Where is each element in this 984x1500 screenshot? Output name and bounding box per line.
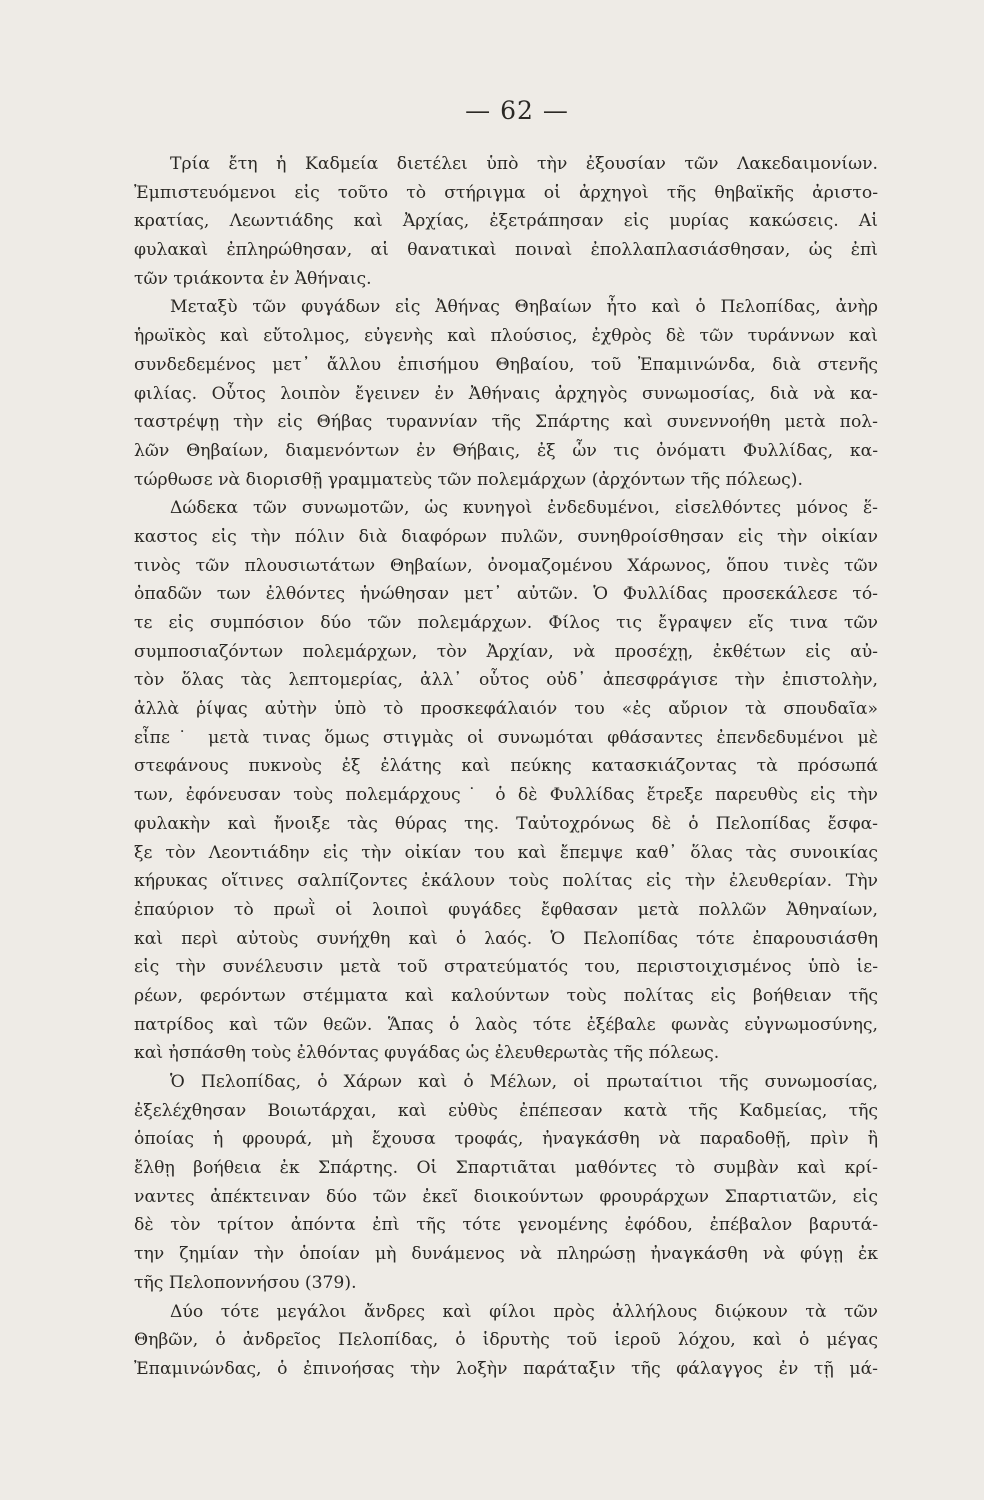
text-line: των, ἐφόνευσαν τοὺς πολεμάρχους˙ ὁ δὲ Φυλλίδας ἔτρεξε παρευθὺς εἰς τὴν bbox=[134, 785, 878, 806]
text-line: ἐπαύριον τὸ πρωῒ οἱ λοιποὶ φυγάδες ἔφθασαν μετὰ πολλῶν Ἀθηναίων, bbox=[134, 899, 878, 920]
text-line: τε εἰς συμπόσιον δύο τῶν πολεμάρχων. Φίλος τις ἔγραψεν εἴς τινα τῶν bbox=[134, 613, 878, 633]
text-line: ὁποίας ἡ φρουρά, μὴ ἔχουσα τροφάς, ἠναγκάσθη νὰ παραδοθῇ, πρὶν ἢ bbox=[134, 1129, 878, 1150]
text-line: ἡρωϊκὸς καὶ εὔτολμος, εὐγενὴς καὶ πλούσιος, ἐχθρὸς δὲ τῶν τυράννων καὶ bbox=[134, 326, 878, 347]
text-line: συνδεδεμένος μετ᾽ ἄλλου ἐπισήμου Θηβαίου, τοῦ Ἐπαμινώνδα, διὰ στενῆς bbox=[134, 354, 878, 375]
text-line: ρέων, φερόντων στέμματα καὶ καλούντων τοὺς πολίτας εἰς βοήθειαν τῆς bbox=[134, 985, 878, 1006]
page-number: — 62 — bbox=[465, 96, 569, 125]
text-line: Ὁ Πελοπίδας, ὁ Χάρων καὶ ὁ Μέλων, οἱ πρωταίτιοι τῆς συνωμοσίας, bbox=[170, 1072, 878, 1092]
text-line: πατρίδος καὶ τῶν θεῶν. Ἅπας ὁ λαὸς τότε ἐξέβαλε φωνὰς εὐγνωμοσύνης, bbox=[134, 1014, 878, 1035]
paragraph bbox=[134, 1068, 878, 1298]
text-line: Τρία ἔτη ἡ Καδμεία διετέλει ὑπὸ τὴν ἐξουσίαν τῶν Λακεδαιμονίων. bbox=[170, 154, 878, 174]
text-line: ἔλθῃ βοήθεια ἐκ Σπάρτης. Οἱ Σπαρτιᾶται μαθόντες τὸ συμβὰν καὶ κρί- bbox=[134, 1158, 878, 1179]
text-line: τῶν τριάκοντα ἐν Ἀθήναις. bbox=[134, 268, 372, 289]
paragraph bbox=[134, 150, 878, 293]
text-line: καὶ περὶ αὐτοὺς συνήχθη καὶ ὁ λαός. Ὁ Πελοπίδας τότε ἐπαρουσιάσθη bbox=[134, 928, 878, 949]
text-line: ξε τὸν Λεοντιάδην εἰς τὴν οἰκίαν του καὶ ἔπεμψε καθ᾽ ὅλας τὰς συνοικίας bbox=[134, 842, 878, 863]
text-line: συμποσιαζόντων πολεμάρχων, τὸν Ἀρχίαν, νὰ προσέχῃ, ἐκθέτων εἰς αὐ- bbox=[134, 641, 878, 662]
text-line: τινὸς τῶν πλουσιωτάτων Θηβαίων, ὀνομαζομένου Χάρωνος, ὅπου τινὲς τῶν bbox=[134, 555, 878, 576]
text-line: φυλακαὶ ἐπληρώθησαν, αἱ θανατικαὶ ποιναὶ ἐπολλαπλασιάσθησαν, ὡς ἐπὶ bbox=[134, 240, 878, 261]
text-line: Ἐπαμινώνδας, ὁ ἐπινοήσας τὴν λοξὴν παράταξιν τῆς φάλαγγος ἐν τῇ μά- bbox=[134, 1358, 878, 1379]
text-line: τὸν ὅλας τὰς λεπτομερίας, ἀλλ᾽ οὗτος οὐδ᾽ ἀπεσφράγισε τὴν ἐπιστολὴν, bbox=[134, 670, 878, 691]
text-line: καὶ ἠσπάσθη τοὺς ἐλθόντας φυγάδας ὡς ἐλευθερωτὰς τῆς πόλεως. bbox=[134, 1043, 720, 1064]
text-line: δὲ τὸν τρίτον ἀπόντα ἐπὶ τῆς τότε γενομένης ἐφόδου, ἐπέβαλον βαρυτά- bbox=[134, 1215, 878, 1236]
text-line: Μεταξὺ τῶν φυγάδων εἰς Ἀθήνας Θηβαίων ἦτο καὶ ὁ Πελοπίδας, ἀνὴρ bbox=[170, 297, 878, 318]
text-line: Ἐμπιστευόμενοι εἰς τοῦτο τὸ στήριγμα οἱ ἀρχηγοὶ τῆς θηβαϊκῆς ἀριστο- bbox=[134, 182, 878, 203]
text-line: ὀπαδῶν των ἐλθόντες ἡνώθησαν μετ᾽ αὐτῶν. Ὁ Φυλλίδας προσεκάλεσε τό- bbox=[134, 584, 878, 605]
text-line: Δύο τότε μεγάλοι ἄνδρες καὶ φίλοι πρὸς ἀλλήλους διῴκουν τὰ τῶν bbox=[170, 1301, 878, 1322]
text-line: φιλίας. Οὗτος λοιπὸν ἔγεινεν ἐν Ἀθήναις ἀρχηγὸς συνωμοσίας, διὰ νὰ κα- bbox=[134, 383, 878, 404]
text-line: Δώδεκα τῶν συνωμοτῶν, ὡς κυνηγοὶ ἐνδεδυμένοι, εἰσελθόντες μόνος ἕ- bbox=[170, 498, 878, 519]
text-line: την ζημίαν τὴν ὁποίαν μὴ δυνάμενος νὰ πληρώσῃ ἠναγκάσθη νὰ φύγῃ ἐκ bbox=[134, 1244, 878, 1265]
text-line: ναντες ἀπέκτειναν δύο τῶν ἐκεῖ διοικούντων φρουράρχων Σπαρτιατῶν, εἰς bbox=[134, 1186, 878, 1207]
text-line: καστος εἰς τὴν πόλιν διὰ διαφόρων πυλῶν, συνηθροίσθησαν εἰς τὴν οἰκίαν bbox=[134, 526, 878, 547]
body-text bbox=[134, 150, 878, 1384]
text-line: τῆς Πελοποννήσου (379). bbox=[134, 1272, 357, 1293]
paragraph bbox=[134, 494, 878, 1068]
text-line: κήρυκας οἵτινες σαλπίζοντες ἐκάλουν τοὺς πολίτας εἰς τὴν ἐλευθερίαν. Τὴν bbox=[134, 871, 878, 892]
text-line: στεφάνους πυκνοὺς ἐξ ἐλάτης καὶ πεύκης κατασκιάζοντας τὰ πρόσωπά bbox=[134, 756, 878, 777]
text-line: ἐξελέχθησαν Βοιωτάρχαι, καὶ εὐθὺς ἐπέπεσαν κατὰ τῆς Καδμείας, τῆς bbox=[134, 1100, 878, 1121]
paragraph bbox=[134, 1298, 878, 1384]
text-line: Θηβῶν, ὁ ἀνδρεῖος Πελοπίδας, ὁ ἱδρυτὴς τοῦ ἱεροῦ λόχου, καὶ ὁ μέγας bbox=[134, 1330, 878, 1351]
text-line: λῶν Θηβαίων, διαμενόντων ἐν Θήβαις, ἐξ ὧν τις ὀνόματι Φυλλίδας, κα- bbox=[134, 440, 878, 461]
text-line: εἶπε˙ μετὰ τινας ὅμως στιγμὰς οἱ συνωμόται φθάσαντες ἐπενδεδυμένοι μὲ bbox=[134, 727, 878, 748]
paragraph bbox=[134, 293, 878, 494]
text-line: τώρθωσε νὰ διορισθῇ γραμματεὺς τῶν πολεμάρχων (ἀρχόντων τῆς πόλεως). bbox=[134, 469, 803, 490]
text-line: ταστρέψῃ τὴν εἰς Θήβας τυραννίαν τῆς Σπάρτης καὶ συνεννοήθη μετὰ πολ- bbox=[134, 412, 878, 433]
text-line: ἀλλὰ ῥίψας αὐτὴν ὑπὸ τὸ προσκεφάλαιόν του «ἐς αὔριον τὰ σπουδαῖα» bbox=[134, 699, 878, 720]
text-line: εἰς τὴν συνέλευσιν μετὰ τοῦ στρατεύματός του, περιστοιχισμένος ὑπὸ ἱε- bbox=[134, 957, 878, 978]
text-line: κρατίας, Λεωντιάδης καὶ Ἀρχίας, ἐξετράπησαν εἰς μυρίας κακώσεις. Αἱ bbox=[134, 211, 878, 232]
text-line: φυλακὴν καὶ ἤνοιξε τὰς θύρας της. Ταὐτοχρόνως δὲ ὁ Πελοπίδας ἔσφα- bbox=[134, 813, 878, 834]
